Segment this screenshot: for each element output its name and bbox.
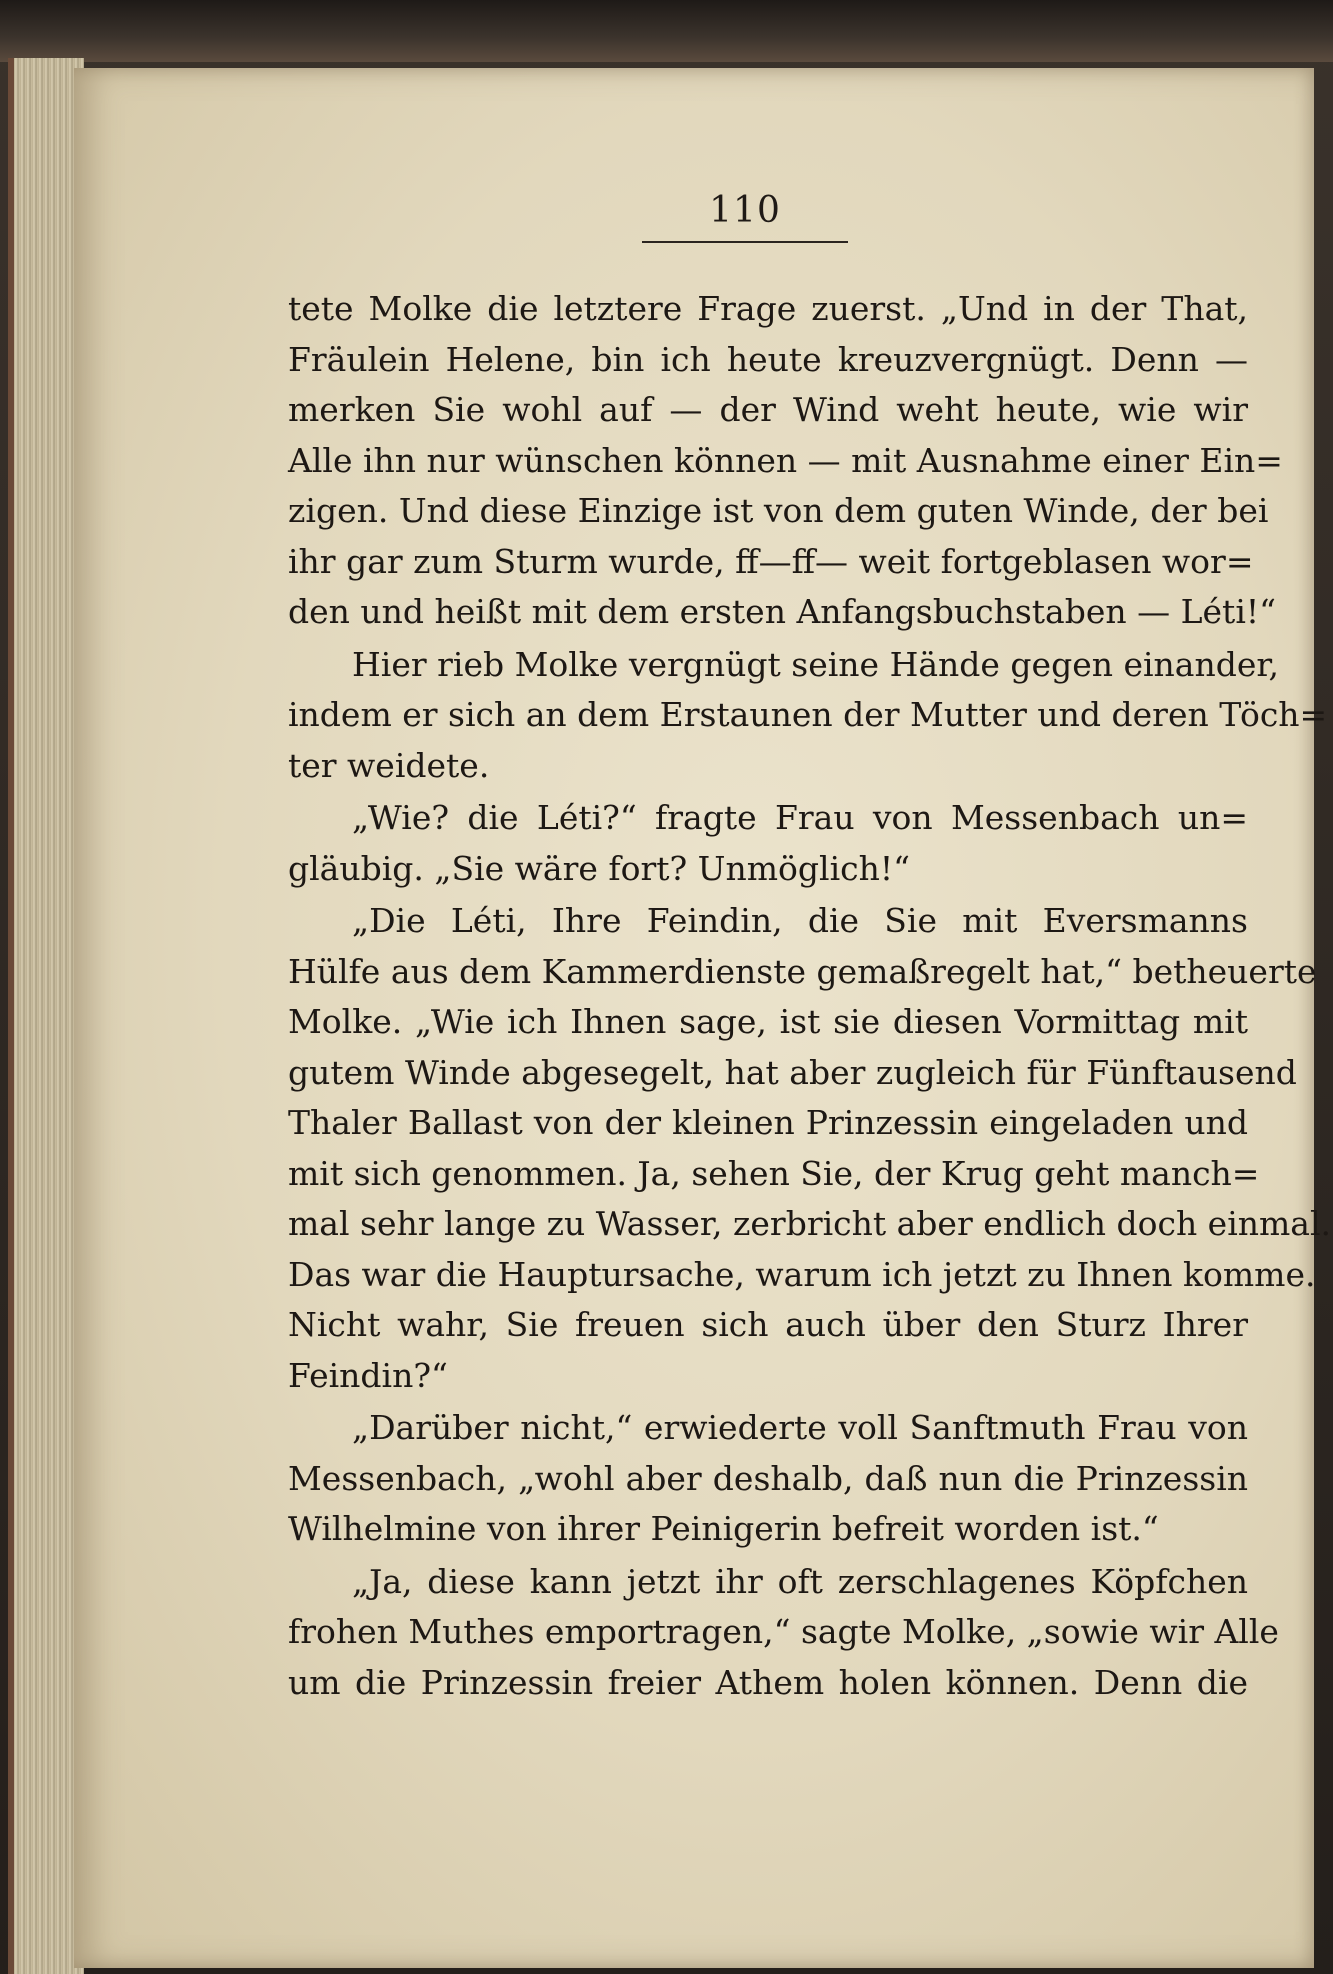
text-line: Hülfe aus dem Kammerdienste gemaßregelt hat,“ betheuerte bbox=[288, 951, 1317, 991]
paragraph bbox=[288, 284, 1283, 638]
text-line: zigen. Und diese Einzige ist von dem guten Winde, der bei bbox=[288, 491, 1269, 530]
text-line: indem er sich an dem Erstaunen der Mutter und deren Töch= bbox=[288, 695, 1328, 734]
text-line: Molke. „Wie ich Ihnen sage, ist sie diesen Vormittag mit bbox=[288, 1002, 1248, 1041]
text-line: „Darüber nicht,“ erwiederte voll Sanftmuth Frau von bbox=[352, 1408, 1248, 1447]
book-page-edges bbox=[8, 58, 84, 1974]
scan-top-edge bbox=[0, 0, 1333, 62]
paragraph bbox=[288, 640, 1328, 792]
text-line: „Die Léti, Ihre Feindin, die Sie mit Eversmanns bbox=[352, 901, 1248, 940]
text-line: frohen Muthes emportragen,“ sagte Molke, „sowie wir Alle bbox=[288, 1612, 1279, 1651]
text-line: Fräulein Helene, bin ich heute kreuzvergnügt. Denn — bbox=[288, 339, 1248, 379]
text-line: mit sich genommen. Ja, sehen Sie, der Krug geht manch= bbox=[288, 1153, 1260, 1193]
text-line: gutem Winde abgesegelt, hat aber zugleich für Fünftausend bbox=[288, 1052, 1297, 1092]
text-line: mal sehr lange zu Wasser, zerbricht aber endlich doch einmal. bbox=[288, 1204, 1332, 1243]
page-number-rule bbox=[642, 241, 848, 243]
text-line: Alle ihn nur wünschen können — mit Ausnahme einer Ein= bbox=[288, 440, 1283, 480]
text-line: Hier rieb Molke vergnügt seine Hände gegen einander, bbox=[352, 644, 1280, 684]
text-line: Das war die Hauptursache, warum ich jetzt zu Ihnen komme. bbox=[288, 1254, 1316, 1294]
text-line: ter weidete. bbox=[288, 745, 490, 785]
text-line: um die Prinzessin freier Athem holen können. Denn die bbox=[288, 1662, 1248, 1702]
paragraph bbox=[288, 896, 1332, 1401]
text-line: „Wie? die Léti?“ fragte Frau von Messenbach un= bbox=[352, 798, 1248, 837]
text-line: ihr gar zum Sturm wurde, ff—ff— weit fortgeblasen wor= bbox=[288, 541, 1254, 581]
paragraph bbox=[288, 1557, 1279, 1709]
text-line: Messenbach, „wohl aber deshalb, daß nun die Prinzessin bbox=[288, 1458, 1248, 1498]
text-line: Feindin?“ bbox=[288, 1355, 448, 1395]
text-line: „Ja, diese kann jetzt ihr oft zerschlagenes Köpfchen bbox=[352, 1561, 1248, 1601]
text-line: Thaler Ballast von der kleinen Prinzessin eingeladen und bbox=[288, 1103, 1248, 1142]
page-number: 110 bbox=[709, 190, 781, 231]
text-line: gläubig. „Sie wäre fort? Unmöglich!“ bbox=[288, 848, 911, 888]
text-line: tete Molke die letztere Frage zuerst. „Und in der That, bbox=[288, 289, 1248, 328]
paragraph bbox=[288, 793, 1248, 894]
paragraph bbox=[288, 1403, 1248, 1555]
text-line: Nicht wahr, Sie freuen sich auch über den Sturz Ihrer bbox=[288, 1305, 1248, 1344]
text-line: den und heißt mit dem ersten Anfangsbuchstaben — Léti!“ bbox=[288, 592, 1277, 631]
text-line: merken Sie wohl auf — der Wind weht heute, wie wir bbox=[288, 390, 1248, 429]
text-line: Wilhelmine von ihrer Peinigerin befreit worden ist.“ bbox=[288, 1509, 1159, 1548]
body-text bbox=[288, 284, 1332, 1708]
